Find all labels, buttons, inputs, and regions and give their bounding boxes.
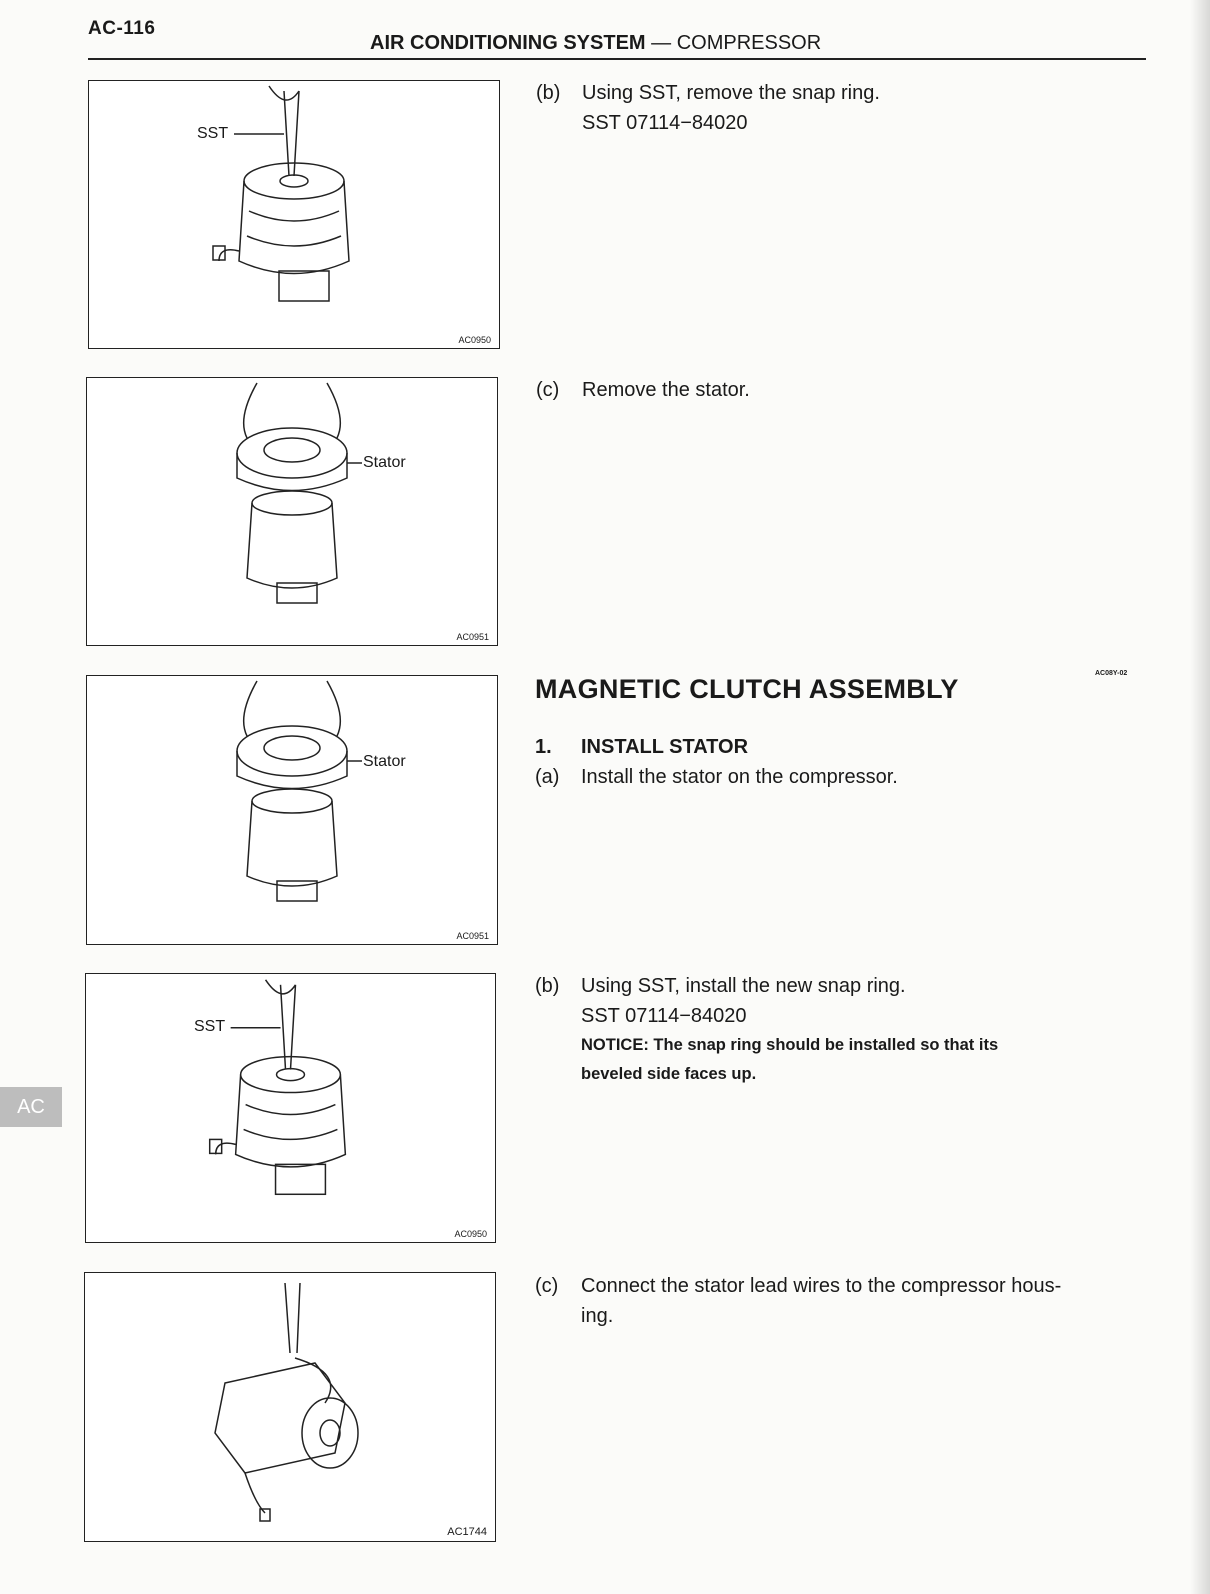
sst-number: SST 07114−84020	[581, 1005, 747, 1027]
step-install-snap-ring	[535, 971, 906, 1031]
heading-number: 1.	[535, 736, 552, 758]
step-install-stator	[535, 762, 898, 792]
sst-label: SST	[194, 1018, 226, 1035]
figure-install-stator	[86, 675, 498, 945]
compressor-wires-illustration	[85, 1273, 495, 1541]
notice	[581, 1031, 1146, 1089]
stator-label: Stator	[363, 454, 406, 471]
header-subsection: COMPRESSOR	[676, 32, 822, 54]
step-text: Using SST, install the new snap ring.	[581, 975, 906, 997]
sst-number: SST 07114−84020	[582, 112, 748, 134]
step-remove-snap-ring	[536, 78, 880, 138]
step-connect-lead-wires	[535, 1271, 1061, 1331]
figure-connect-lead-wires	[84, 1272, 496, 1542]
step-remove-stator	[536, 375, 750, 405]
step-label: (c)	[536, 379, 560, 401]
page-header	[370, 32, 821, 55]
step-label: (a)	[535, 766, 560, 788]
compressor-sst-illustration	[86, 974, 495, 1242]
page-number: AC-116	[88, 18, 156, 39]
figure-remove-snap-ring	[88, 80, 500, 349]
header-separator: —	[651, 32, 672, 54]
figure-code: AC1744	[447, 1526, 487, 1538]
figure-code: AC0951	[456, 931, 489, 941]
step-text: Using SST, remove the snap ring.	[582, 82, 880, 104]
section-title: MAGNETIC CLUTCH ASSEMBLY	[535, 674, 959, 704]
sst-label: SST	[197, 125, 229, 142]
figure-install-snap-ring	[85, 973, 496, 1243]
page-edge-shadow	[1190, 0, 1210, 1594]
stator-illustration	[87, 676, 497, 944]
figure-remove-stator	[86, 377, 498, 646]
header-rule	[88, 58, 1146, 60]
step-label: (c)	[535, 1275, 559, 1297]
stator-label: Stator	[363, 753, 406, 770]
notice-text-cont: beveled side faces up.	[581, 1065, 757, 1083]
section-code: AC08Y-02	[1095, 670, 1128, 677]
install-stator-heading	[535, 732, 748, 762]
step-text: Remove the stator.	[582, 379, 750, 401]
section-tab-ac[interactable]: AC	[0, 1087, 62, 1127]
compressor-sst-illustration	[89, 81, 499, 348]
figure-code: AC0950	[458, 335, 491, 345]
step-label: (b)	[536, 82, 561, 104]
header-section: AIR CONDITIONING SYSTEM	[370, 32, 646, 54]
step-text-cont: ing.	[581, 1305, 614, 1327]
step-text: Install the stator on the compressor.	[581, 766, 898, 788]
figure-code: AC0950	[454, 1229, 487, 1239]
heading-text: INSTALL STATOR	[581, 736, 749, 758]
step-label: (b)	[535, 975, 560, 997]
notice-text: NOTICE: The snap ring should be installed so that its	[581, 1036, 999, 1054]
figure-code: AC0951	[456, 632, 489, 642]
stator-illustration	[87, 378, 497, 645]
step-text: Connect the stator lead wires to the compressor hous-	[581, 1275, 1062, 1297]
